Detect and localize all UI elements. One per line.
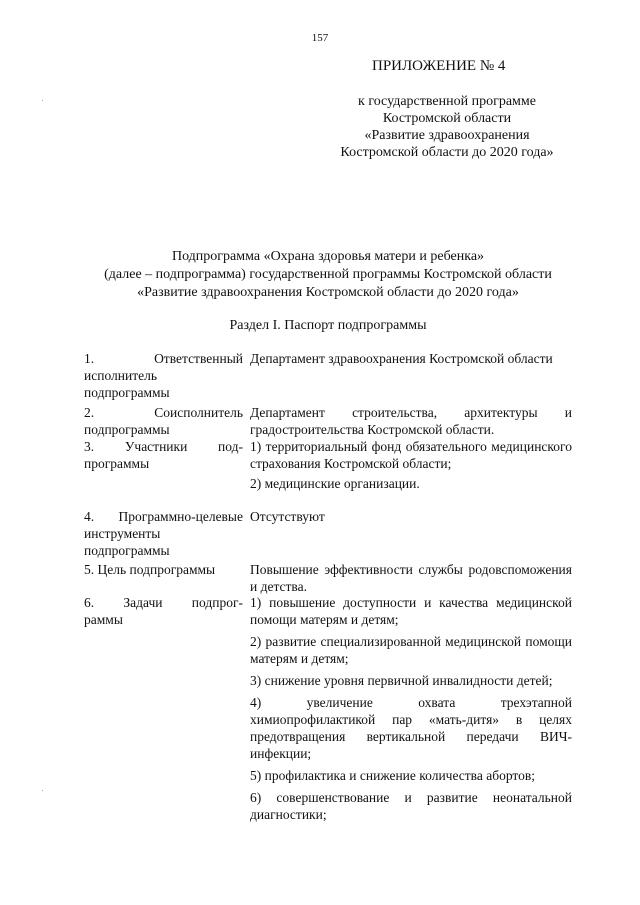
task-item: 1) повышение доступности и качества медицинской помощи матерям и детям; (250, 595, 572, 627)
appendix-subtitle (324, 93, 570, 161)
subprogram-title (70, 248, 586, 302)
passport-label-tasks (84, 594, 243, 628)
label-continuation: раммы (84, 612, 123, 627)
passport-value-goal: Повышение эффективности службы родовспоможения и детства. (250, 562, 572, 594)
participant-item: 1) территориальный фонд обязательного медицинского страхования Костромской области; (250, 439, 572, 471)
passport-value-coexecutor: Департамент строительства, архитектуры и градостроительства Костромской области. (250, 405, 572, 437)
passport-value-responsible: Департамент здравоохранения Костромской области (250, 351, 553, 366)
task-item: 4) увеличение охвата трехэтапной химиопрофилактикой пар «мать-дитя» в целях предотвращения вертикальной передачи ВИЧ-инфекции; (250, 695, 572, 761)
subprogram-title-line: (далее – подпрограмма) государственной программы Костромской области (104, 267, 552, 282)
task-item: 6) совершенствование и развитие неонатальной диагностики; (250, 790, 572, 822)
passport-label-responsible: 1. Ответственный исполнитель подпрограммы (84, 351, 243, 400)
task-list (250, 594, 572, 823)
passport-value-instruments: Отсутствуют (250, 509, 325, 524)
subprogram-title-line: «Развитие здравоохранения Костромской области до 2020 года» (137, 285, 519, 300)
label-word: Задачи (123, 595, 163, 610)
label-hyphen-part: под- (218, 439, 243, 454)
appendix-title: ПРИЛОЖЕНИЕ № 4 (372, 58, 506, 74)
scan-mark (42, 790, 43, 791)
passport-value-participants (250, 438, 572, 495)
label-number: 3. (84, 439, 95, 454)
task-item: 2) развитие специализированной медицинской помощи матерям и детям; (250, 634, 572, 666)
passport-label-coexecutor: 2. Соисполнитель подпрограммы (84, 405, 243, 437)
appendix-subtitle-line: к государственной программе (358, 94, 536, 109)
passport-value-tasks (250, 594, 572, 828)
label-word: Участники (124, 439, 188, 454)
passport-label-instruments: 4. Программно-целевые инструменты подпрограммы (84, 509, 243, 558)
appendix-subtitle-line: «Развитие здравоохранения (364, 128, 530, 143)
label-hyphen-part: подпрог- (191, 595, 243, 610)
label-continuation: программы (84, 456, 150, 471)
appendix-subtitle-line: Костромской области (382, 111, 512, 126)
page-number: 157 (311, 32, 329, 44)
label-number: 6. (84, 595, 95, 610)
appendix-subtitle-line: Костромской области до 2020 года» (340, 145, 554, 160)
participant-item: 2) медицинские организации. (250, 476, 420, 491)
subprogram-title-line: Подпрограмма «Охрана здоровья матери и ребенка» (171, 249, 485, 264)
passport-label-participants (84, 438, 243, 472)
task-item: 5) профилактика и снижение количества абортов; (250, 768, 536, 783)
passport-label-goal: 5. Цель подпрограммы (84, 562, 216, 577)
scan-mark (42, 100, 43, 101)
section-title: Раздел I. Паспорт подпрограммы (229, 318, 427, 333)
task-item: 3) снижение уровня первичной инвалидности детей; (250, 673, 553, 688)
